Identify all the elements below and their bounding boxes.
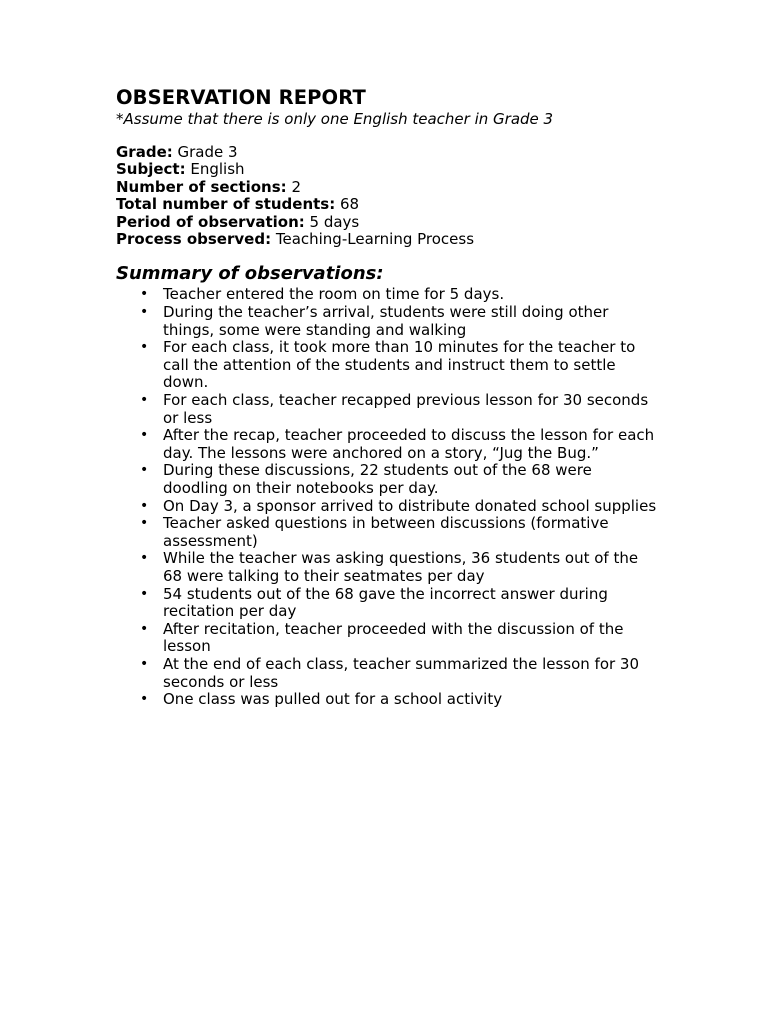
bullet-icon: • [140,655,149,672]
list-item [116,304,659,339]
report-fields [116,144,676,248]
field-grade [116,144,676,161]
list-item [116,286,659,304]
field-subject [116,161,676,178]
bullet-icon: • [140,515,149,532]
list-item-text: 54 students out of the 68 gave the incorrect answer during recitation per day [163,584,608,621]
field-label: Period of observation: [116,212,305,231]
list-item [116,656,659,691]
field-value: 68 [335,195,360,214]
bullet-icon: • [140,497,149,514]
list-item-text: After the recap, teacher proceeded to discuss the lesson for each day. The lessons were anchored on a story, “Jug the Bug.” [163,426,655,462]
bullet-icon: • [140,339,149,356]
list-item-text: For each class, teacher recapped previous lesson for 30 seconds or less [163,391,649,427]
list-item-text: After recitation, teacher proceeded with the discussion of the lesson [163,619,624,656]
bullet-icon: • [140,462,149,479]
bullet-icon: • [140,286,149,303]
list-item [116,339,659,392]
field-label: Total number of students: [116,195,336,214]
list-item-text: On Day 3, a sponsor arrived to distribute donated school supplies [163,496,657,515]
list-item [116,498,659,516]
summary-heading: Summary of observations: [116,263,384,285]
bullet-icon: • [140,304,149,321]
report-title: OBSERVATION REPORT [116,86,366,109]
field-number-of-sections [116,179,676,196]
list-item [116,392,659,427]
field-label: Grade: [116,143,173,161]
bullet-icon: • [140,392,149,408]
document-page [116,86,676,709]
bullet-icon: • [140,550,149,567]
list-item [116,550,659,585]
list-item-text: While the teacher was asking questions, 36 students out of the 68 were talking to their seatmates per day [163,549,639,585]
field-value: English [185,160,245,179]
field-label: Subject: [116,160,186,179]
bullet-icon: • [140,427,149,444]
list-item-text: Teacher asked questions in between discussions (formative assessment) [163,514,609,550]
field-value: 2 [286,177,301,196]
field-period-of-observation [116,214,676,231]
bullet-icon: • [140,691,149,708]
field-total-students [116,196,676,213]
list-item [116,462,659,497]
list-item [116,515,659,550]
field-process-observed [116,231,676,248]
list-item-text: One class was pulled out for a school activity [163,690,503,709]
list-item [116,691,659,709]
list-item [116,586,659,621]
field-value: 5 days [304,212,360,231]
field-value: Grade 3 [172,143,238,161]
list-item-text: During these discussions, 22 students out of the 68 were doodling on their notebooks per day. [163,461,592,497]
list-item-text: At the end of each class, teacher summarized the lesson for 30 seconds or less [163,654,640,691]
field-label: Number of sections: [116,177,287,196]
observations-list [116,286,676,708]
field-value: Teaching-Learning Process [271,230,475,249]
list-item [116,427,659,462]
field-label: Process observed: [116,230,272,249]
list-item-text: Teacher entered the room on time for 5 days. [163,285,505,304]
list-item-text: During the teacher’s arrival, students were still doing other things, some were standing and walking [163,303,609,339]
list-item [116,621,659,656]
bullet-icon: • [140,620,149,637]
list-item-text: For each class, it took more than 10 minutes for the teacher to call the attention of the students and instruct them to settle down. [163,338,636,392]
assumption-note: *Assume that there is only one English teacher in Grade 3 [116,110,554,128]
bullet-icon: • [140,585,149,602]
